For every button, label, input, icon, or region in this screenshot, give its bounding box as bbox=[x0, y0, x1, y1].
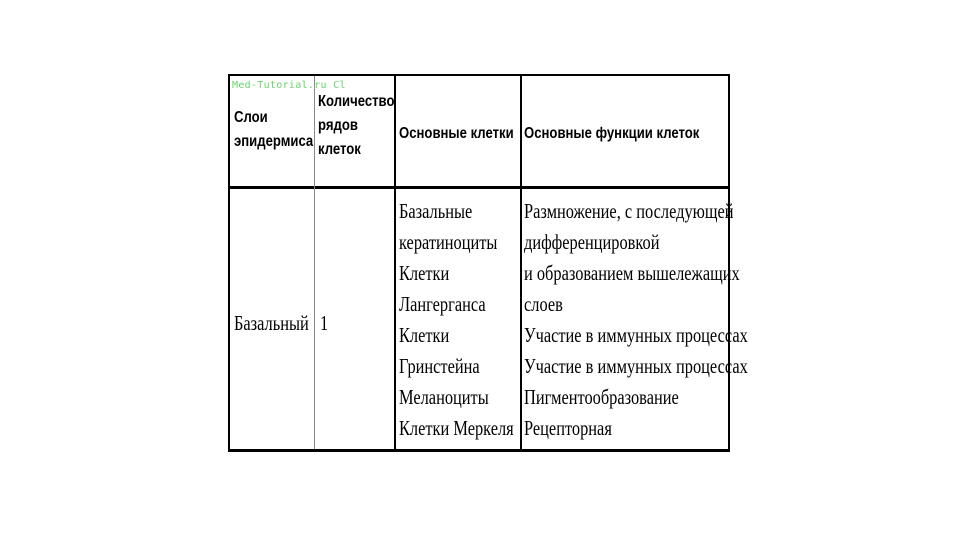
header-rows-line: клеток bbox=[318, 141, 361, 158]
function-line: дифференцировкой bbox=[524, 230, 660, 254]
header-main-functions: Основные функции клеток bbox=[524, 125, 700, 142]
function-line: Размножение, с последующей bbox=[524, 199, 734, 223]
epidermis-table bbox=[228, 74, 748, 452]
function-line: слоев bbox=[524, 292, 563, 316]
column-divider-1 bbox=[314, 76, 315, 449]
cell-type-line: Базальные bbox=[399, 199, 473, 223]
cell-type-line: Гринстейна bbox=[399, 354, 480, 378]
column-divider-3 bbox=[520, 76, 522, 449]
header-main-cells: Основные клетки bbox=[399, 125, 514, 142]
cell-type-line: Клетки Меркеля bbox=[399, 416, 514, 440]
cell-type-line: Лангерганса bbox=[399, 292, 486, 316]
header-rows-line: Количество bbox=[318, 93, 395, 110]
watermark: Med-Tutorial.ru Cl bbox=[232, 80, 346, 91]
function-line: Участие в иммунных процессах bbox=[524, 323, 748, 347]
header-divider bbox=[230, 186, 728, 189]
header-rows-count bbox=[318, 90, 394, 162]
cell-type-line: кератиноциты bbox=[399, 230, 498, 254]
header-layers bbox=[234, 106, 313, 154]
function-line: Пигментообразование bbox=[524, 385, 679, 409]
header-rows-line: рядов bbox=[318, 117, 358, 134]
function-line: Участие в иммунных процессах bbox=[524, 354, 748, 378]
cell-rows-count: 1 bbox=[320, 311, 329, 335]
cell-type-line: Клетки bbox=[399, 323, 450, 347]
header-layers-line: Слои bbox=[234, 109, 268, 126]
header-layers-line: эпидермиса bbox=[234, 133, 314, 150]
cell-layer-name: Базальный bbox=[234, 311, 309, 335]
function-line: Рецепторная bbox=[524, 416, 612, 440]
cell-main-functions bbox=[524, 196, 748, 444]
cell-type-line: Меланоциты bbox=[399, 385, 489, 409]
cell-type-line: Клетки bbox=[399, 261, 450, 285]
cell-main-cells bbox=[399, 196, 514, 444]
function-line: и образованием вышележащих bbox=[524, 261, 740, 285]
